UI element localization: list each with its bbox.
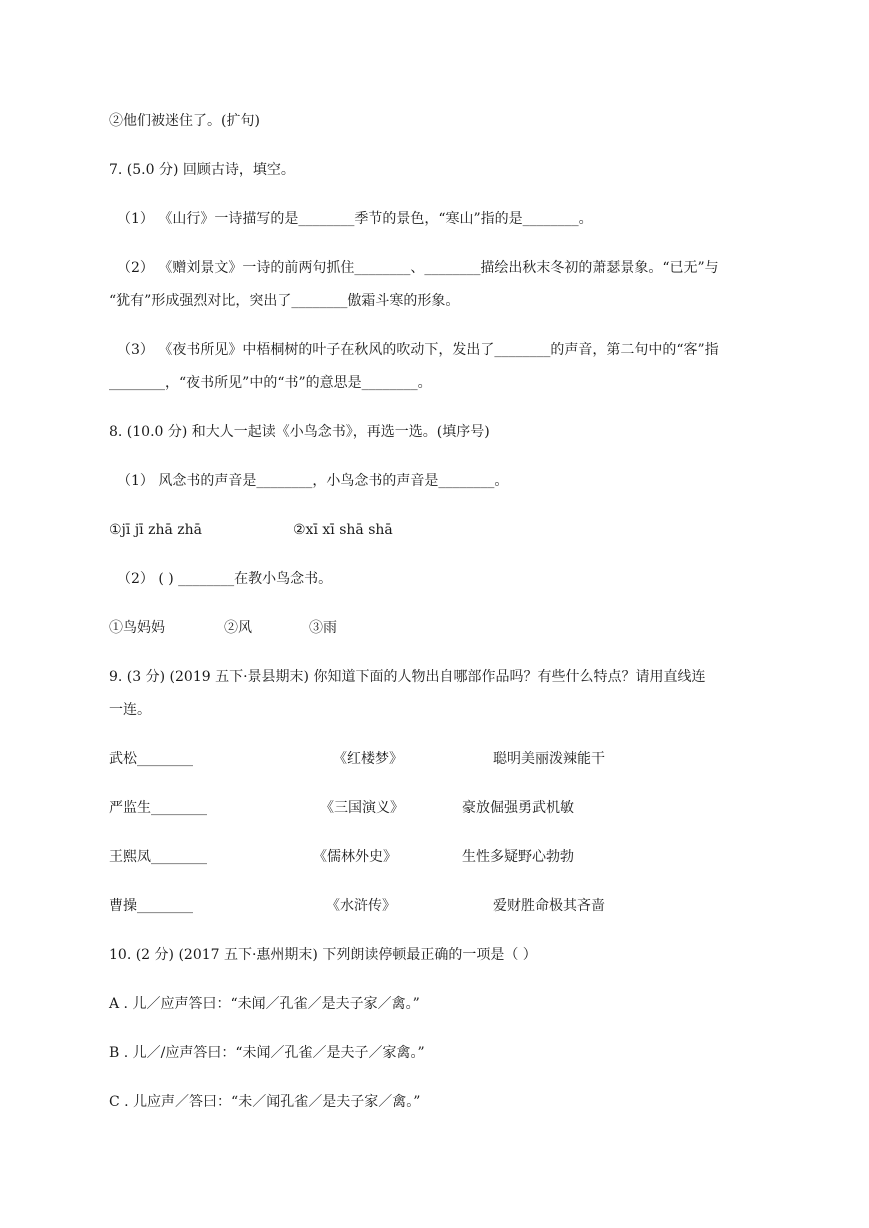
q7-part-1: （1） 《山行》一诗描写的是________季节的景色，“寒山”指的是________。 (117, 211, 593, 227)
q10-option-a: A . 儿／应声答曰：“未闻／孔雀／是夫子家／禽。” (109, 996, 420, 1012)
q9-row-book: 《三国演义》 (320, 800, 404, 816)
q8-part-2-option-3: ③雨 (309, 620, 337, 636)
q9-row-trait: 豪放倔强勇武机敏 (462, 800, 574, 816)
q10-option-c: C . 儿应声／答曰：“未／闻孔雀／是夫子家／禽。” (109, 1094, 421, 1110)
q7-part-3-line-2: ________，“夜书所见”中的“书”的意思是________。 (109, 375, 432, 391)
q9-row-book: 《水浒传》 (326, 898, 396, 914)
q9-row-trait: 爱财胜命极其吝啬 (493, 898, 605, 914)
q10-header: 10. (2 分) (2017 五下·惠州期末) 下列朗读停顿最正确的一项是（ ） (109, 947, 537, 963)
q9-row-trait: 聪明美丽泼辣能干 (493, 751, 605, 767)
q8-part-1-option-2: ②xī xī shā shā (293, 522, 393, 538)
q8-header: 8. (10.0 分) 和大人一起读《小鸟念书》，再选一选。(填序号) (109, 424, 490, 440)
q9-row-person: 严监生________ (109, 800, 207, 816)
q9-row-book: 《红楼梦》 (333, 751, 403, 767)
q8-part-2: （2） ( ) ________在教小鸟念书。 (117, 571, 333, 587)
q7-header: 7. (5.0 分) 回顾古诗，填空。 (109, 162, 295, 178)
q9-row-book: 《儒林外史》 (313, 849, 397, 865)
q6-subitem-2: ②他们被迷住了。(扩句) (109, 113, 260, 129)
q8-part-2-option-2: ②风 (224, 620, 252, 636)
q9-header-line-1: 9. (3 分) (2019 五下·景县期末) 你知道下面的人物出自哪部作品吗？有些什么特点？请用直线连 (109, 669, 706, 685)
q10-option-b: B . 儿／/应声答曰：“未闻／孔雀／是夫子／家禽。” (109, 1045, 425, 1061)
q7-part-3-line-1: （3） 《夜书所见》中梧桐树的叶子在秋风的吹动下，发出了________的声音，第二句中的“客”指 (117, 342, 719, 358)
q8-part-1: （1） 风念书的声音是________，小鸟念书的声音是________。 (117, 473, 509, 489)
q7-part-2-line-1: （2） 《赠刘景文》一诗的前两句抓住________、________描绘出秋末冬初的萧瑟景象。“已无”与 (117, 260, 719, 276)
q8-part-1-option-1: ①jī jī zhā zhā (109, 522, 203, 538)
q9-header-line-2: 一连。 (109, 702, 151, 718)
q7-part-2-line-2: “犹有”形成强烈对比，突出了________傲霜斗寒的形象。 (109, 293, 460, 309)
q9-row-person: 王熙凤________ (109, 849, 207, 865)
q8-part-2-option-1: ①鸟妈妈 (109, 620, 165, 636)
q9-row-person: 武松________ (109, 751, 193, 767)
q9-row-trait: 生性多疑野心勃勃 (462, 849, 574, 865)
q9-row-person: 曹操________ (109, 898, 193, 914)
